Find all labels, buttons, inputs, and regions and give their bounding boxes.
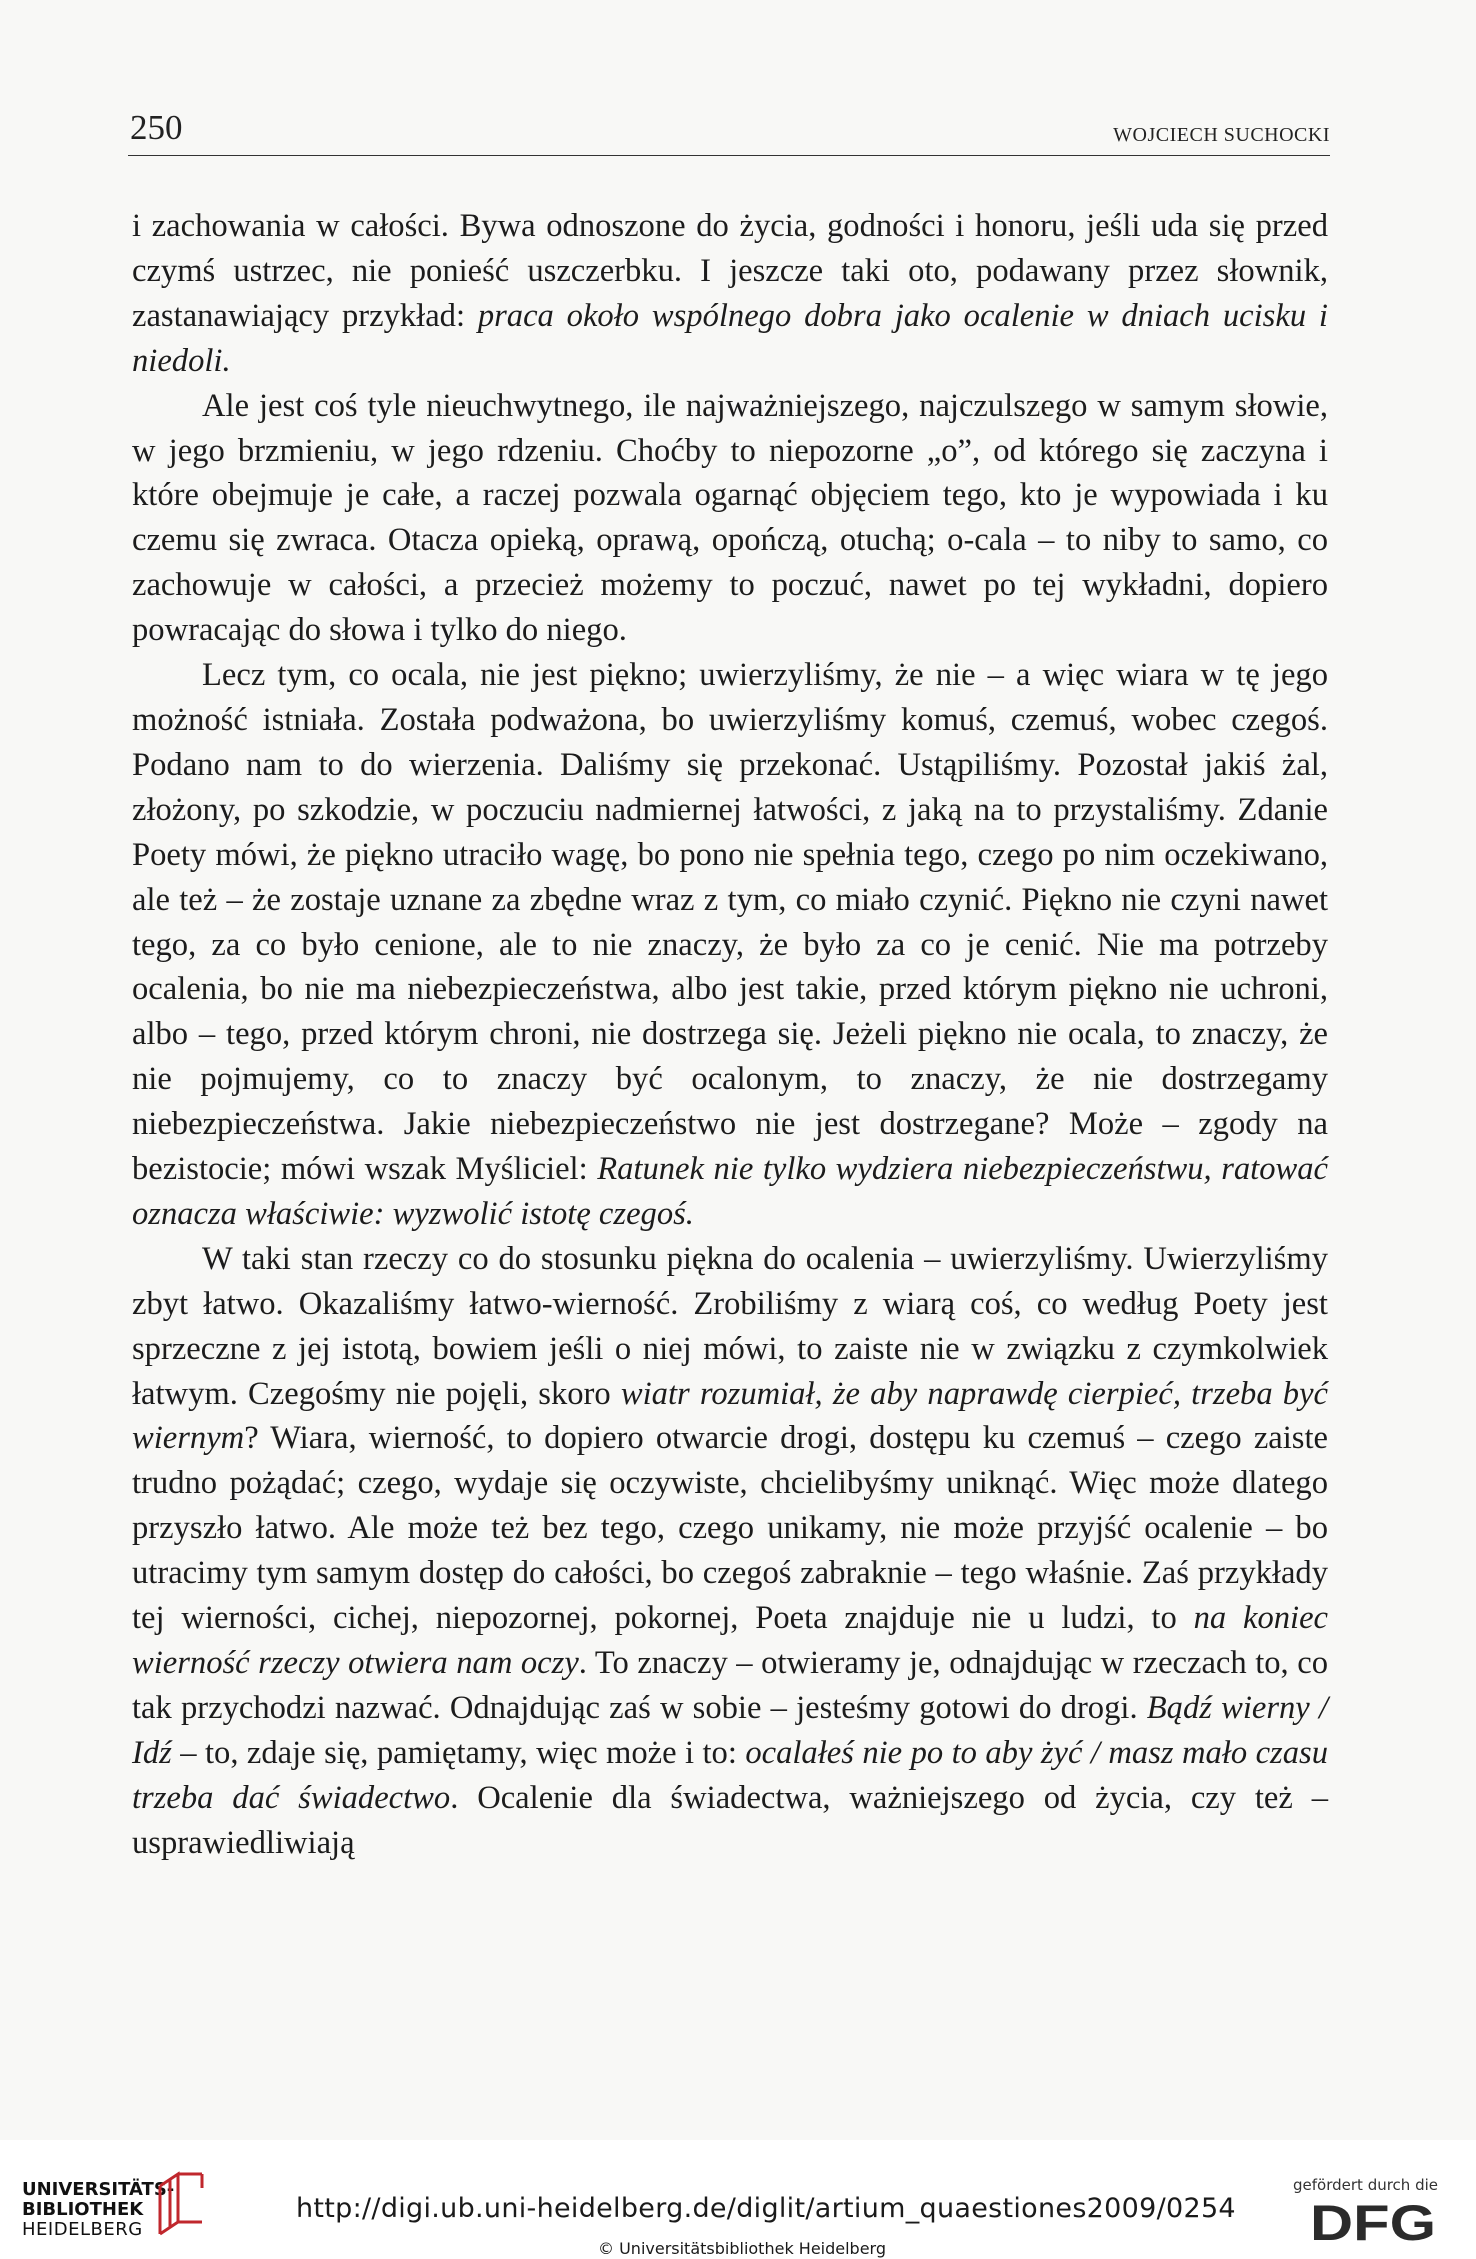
library-emblem-icon [156,2168,206,2238]
page-number: 250 [130,108,183,147]
paragraph-1: i zachowania w całości. Bywa odnoszone do życia, godności i honoru, jeśli uda się przed czymś ustrzec, nie ponieść uszczerbku. I jeszcze taki oto, podawany przez słownik, zastanawiający przykład: praca około wspólnego dobra jako ocalenie w dniach ucisku i niedoli. [132,208,1328,379]
dfg-logo-icon [1310,2198,1440,2244]
paragraph-2: Ale jest coś tyle nieuchwytnego, ile najważniejszego, najczulszego w samym słowie, w jego brzmieniu, w jego rdzeniu. Choćby to niepozorne „o”, od którego się zaczyna i które obejmuje je całe, a raczej pozwala ogarnąć objęciem tego, kto je wypowiada i ku czemu się zwraca. Otacza opieką, oprawą, opończą, otuchą; o-cala – to niby to samo, co zachowuje w całości, a przecież możemy to poczuć, nawet po tej wykładni, dopiero powracając do słowa i tylko do niego. [132,387,1328,649]
body-text [132,204,1328,1866]
library-logo [22,2180,174,2240]
footer [0,2140,1476,2259]
copyright-notice: © Universitätsbibliothek Heidelberg [598,2239,887,2258]
dfg-logo-text: DFG [1310,2198,1436,2244]
funding-label: gefördert durch die [1293,2176,1438,2194]
header-rule [128,155,1330,156]
source-url-link[interactable]: http://digi.ub.uni-heidelberg.de/diglit/artium_quaestiones2009/0254 [296,2193,1236,2224]
running-head: WOJCIECH SUCHOCKI [1113,124,1330,146]
library-name-line-2: BIBLIOTHEK [22,2199,144,2220]
library-name-line-1: UNIVERSITÄTS- [22,2179,175,2200]
library-name-line-3: HEIDELBERG [22,2219,143,2240]
paragraph-4: W taki stan rzeczy co do stosunku piękna do ocalenia – uwierzyliśmy. Uwierzyliśmy zbyt łatwo. Okazaliśmy łatwo-wierność. Zrobiliśmy z wiarą coś, co według Poety jest sprzeczne z jej istotą, bowiem jeśli o niej mówi, to zaiste nie w związku z czymkolwiek łatwym. Czegośmy nie pojęli, skoro wiatr rozumiał, że aby naprawdę cierpieć, trzeba być wiernym? Wiara, wierność, to dopiero otwarcie drogi, dostępu ku czemuś – czego zaiste trudno pożądać; czego, wydaje się oczywiste, chcielibyśmy uniknąć. Więc może dlatego przyszło łatwo. Ale może też bez tego, czego unikamy, nie może przyjść ocalenie – bo utracimy tym samym dostęp do całości, bo czegoś zabraknie – tego właśnie. Zaś przykłady tej wierności, cichej, niepozornej, pokornej, Poeta znajduje nie u ludzi, to na koniec wierność rzeczy otwiera nam oczy. To znaczy – otwieramy je, odnajdując w rzeczach to, co tak przychodzi nazwać. Odnajdując zaś w sobie – jesteśmy gotowi do drogi. Bądź wierny / Idź – to, zdaje się, pamiętamy, więc może i to: ocalałeś nie po to aby żyć / masz mało czasu trzeba dać świadectwo. Ocalenie dla świadectwa, ważniejszego od życia, czy też – usprawiedliwiają [132,1240,1329,1861]
paragraph-3: Lecz tym, co ocala, nie jest piękno; uwierzyliśmy, że nie – a więc wiara w tę jego możność istniała. Została podważona, bo uwierzyliśmy komuś, czemuś, wobec czegoś. Podano nam to do wierzenia. Daliśmy się przekonać. Ustąpiliśmy. Pozostał jakiś żal, złożony, po szkodzie, w poczuciu nadmiernej łatwości, z jaką na to przystaliśmy. Zdanie Poety mówi, że piękno utraciło wagę, bo pono nie spełnia tego, czego po nim oczekiwano, ale też – że zostaje uznane za zbędne wraz z tym, co miało czynić. Piękno nie czyni nawet tego, za co było cenione, ale to nie znaczy, że było za co je cenić. Nie ma potrzeby ocalenia, bo nie ma niebezpieczeństwa, albo jest takie, przed którym piękno nie uchroni, albo – tego, przed którym chroni, nie dostrzega się. Jeżeli piękno nie ocala, to znaczy, że nie pojmujemy, co to znaczy być ocalonym, to znaczy, że nie dostrzegamy niebezpieczeństwa. Jakie niebezpieczeństwo nie jest dostrzegane? Może – zgody na bezistocie; mówi wszak Myśliciel: Ratunek nie tylko wydziera niebezpieczeństwu, ratować oznacza właściwie: wyzwolić istotę czegoś. [132,657,1328,1232]
